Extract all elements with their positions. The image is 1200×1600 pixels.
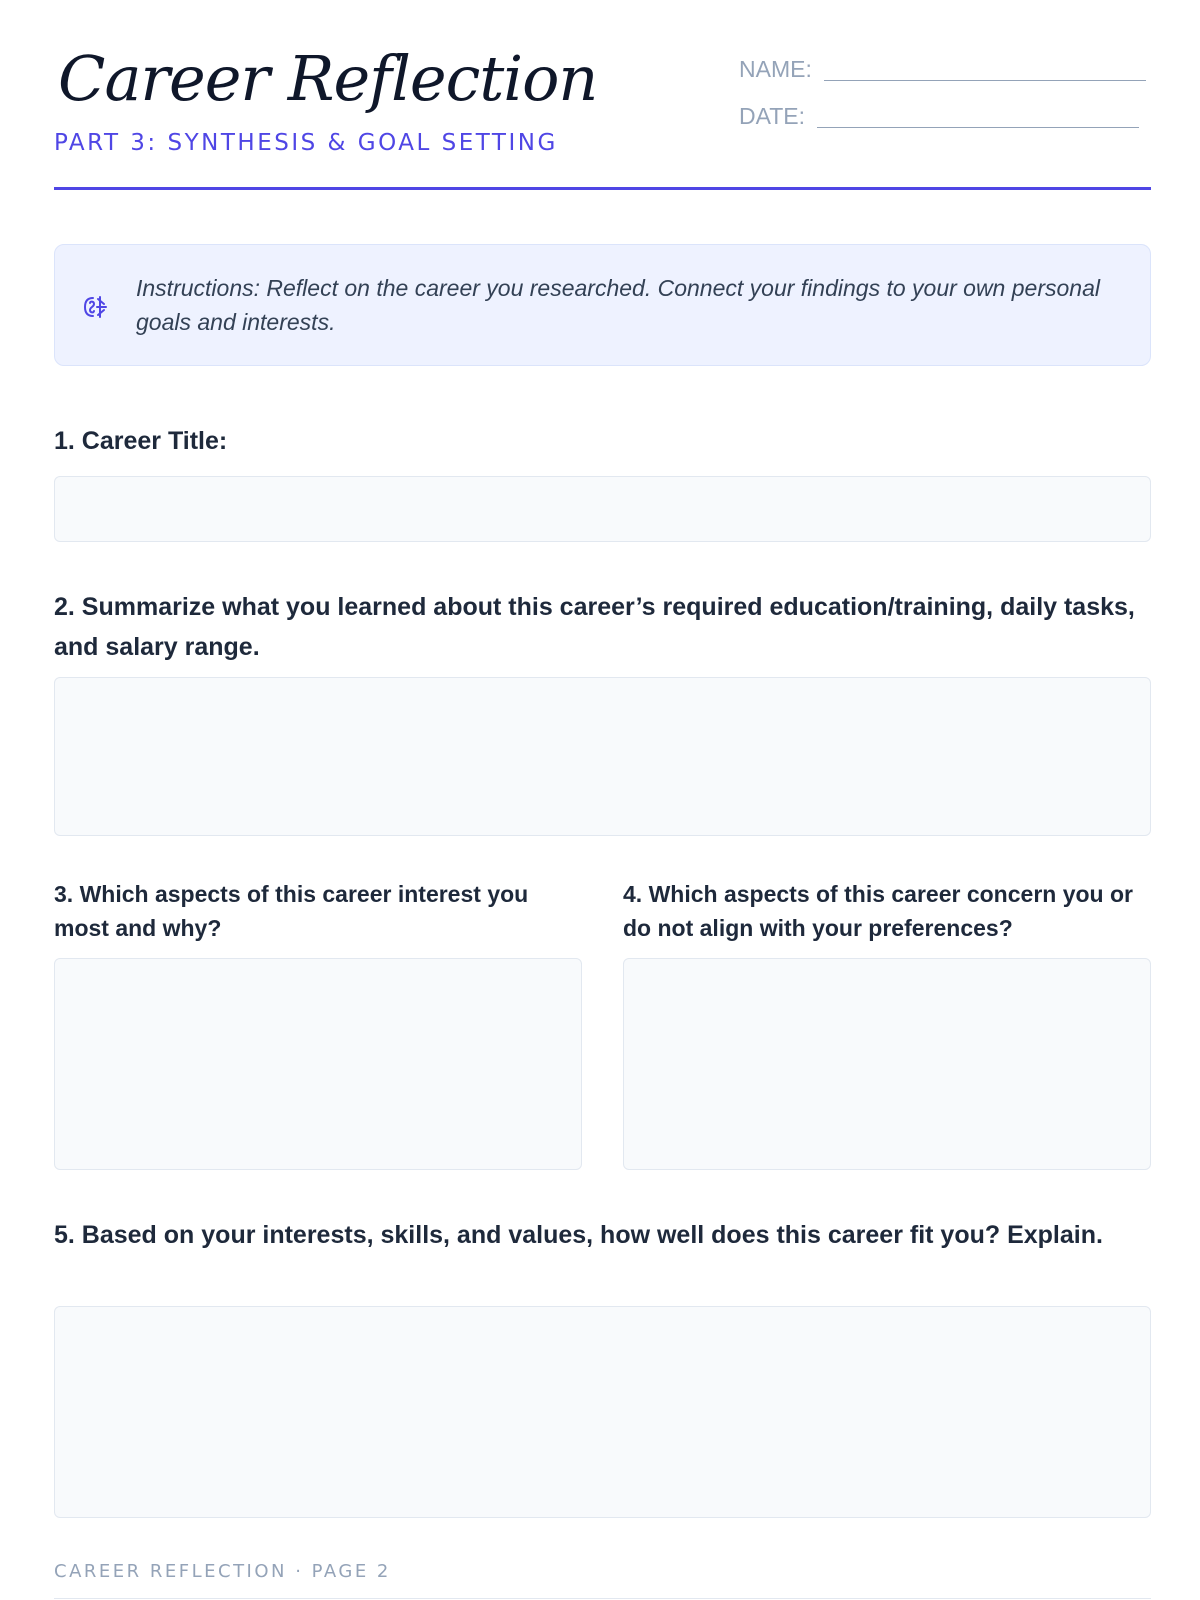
page-title: Career Reflection [58, 42, 598, 115]
interest-answer-box[interactable] [54, 958, 582, 1170]
instructions-box [54, 244, 1151, 366]
question-5-label: 5. Based on your interests, skills, and values, how well does this career fit you? Explain. [54, 1221, 1103, 1249]
question-4-label: 4. Which aspects of this career concern you or do not align with your preferences? [623, 881, 1133, 941]
question-3-label: 3. Which aspects of this career interest you most and why? [54, 881, 529, 941]
instructions-text: Instructions: Reflect on the career you researched. Connect your findings to your own personal goals and interests. [136, 275, 1100, 335]
page-footer: CAREER REFLECTION · PAGE 2 [54, 1561, 391, 1582]
date-write-line[interactable] [817, 127, 1139, 128]
concern-answer-box[interactable] [623, 958, 1151, 1170]
date-label: DATE: [739, 103, 806, 129]
worksheet-page [54, 0, 1151, 1600]
header-divider [54, 187, 1151, 190]
name-field[interactable] [739, 56, 1146, 83]
date-field[interactable] [739, 103, 1139, 130]
summary-answer-box[interactable] [54, 677, 1151, 836]
name-label: NAME: [739, 56, 812, 82]
career-title-answer-box[interactable] [54, 476, 1151, 542]
name-write-line[interactable] [824, 80, 1146, 81]
page-subtitle: PART 3: SYNTHESIS & GOAL SETTING [54, 130, 558, 156]
reflection-glyph-icon [81, 293, 109, 321]
footer-divider [54, 1598, 1151, 1599]
fit-answer-box[interactable] [54, 1306, 1151, 1518]
question-1-label: 1. Career Title: [54, 427, 228, 455]
question-2-label: 2. Summarize what you learned about this career’s required education/training, daily tasks, and salary range. [54, 593, 1135, 661]
